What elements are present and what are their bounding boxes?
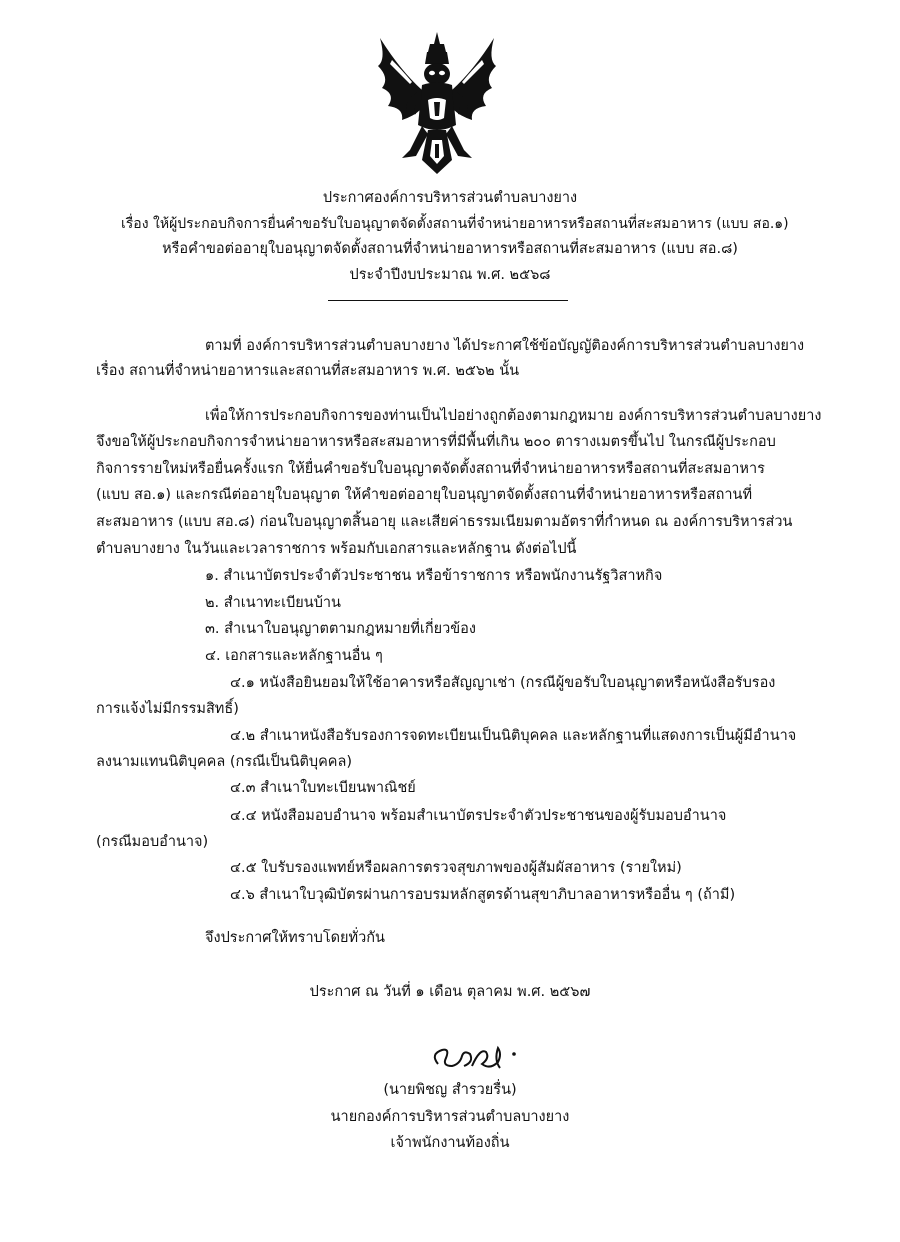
sub-item: ๔.๔ หนังสือมอบอำนาจ พร้อมสำเนาบัตรประจำตัวประชาชนของผู้รับมอบอำนาจ bbox=[230, 808, 727, 824]
list-item: ๒. สำเนาทะเบียนบ้าน bbox=[205, 595, 341, 611]
subject-line: เรื่อง ให้ผู้ประกอบกิจการยื่นคำขอรับใบอนุญาตจัดตั้งสถานที่จำหน่ายอาหารหรือสถานที่สะสมอาหาร (แบบ สอ.๑) bbox=[121, 216, 789, 232]
signer-name: (นายพิชญ สำรวยรื่น) bbox=[383, 1082, 517, 1098]
paragraph-2-line: เพื่อให้การประกอบกิจการของท่านเป็นไปอย่างถูกต้องตามกฎหมาย องค์การบริหารส่วนตำบลบางยาง bbox=[205, 408, 822, 424]
garuda-emblem-icon bbox=[372, 30, 502, 180]
fiscal-year-line: ประจำปีงบประมาณ พ.ศ. ๒๕๖๘ bbox=[349, 267, 551, 283]
sub-item-continued: ลงนามแทนนิติบุคคล (กรณีเป็นนิติบุคคล) bbox=[96, 754, 353, 770]
sub-item: ๔.๑ หนังสือยินยอมให้ใช้อาคารหรือสัญญาเช่า (กรณีผู้ขอรับใบอนุญาตหรือหนังสือรับรอง bbox=[230, 675, 776, 691]
handwritten-signature-icon bbox=[424, 1040, 554, 1080]
list-item: ๑. สำเนาบัตรประจำตัวประชาชน หรือข้าราชการ หรือพนักงานรัฐวิสาหกิจ bbox=[205, 568, 663, 584]
paragraph-2-line: จึงขอให้ผู้ประกอบกิจการจำหน่ายอาหารหรือสะสมอาหารที่มีพื้นที่เกิน ๒๐๐ ตารางเมตรขึ้นไป ในกรณีผู้ประกอบ bbox=[96, 434, 776, 450]
paragraph-2-line: กิจการรายใหม่หรือยื่นครั้งแรก ให้ยื่นคำขอรับใบอนุญาตจัดตั้งสถานที่จำหน่ายอาหารหรือสถานที่สะสมอาหาร bbox=[96, 461, 765, 477]
signer-role: เจ้าพนักงานท้องถิ่น bbox=[390, 1135, 510, 1151]
sub-item: ๔.๖ สำเนาใบวุฒิบัตรผ่านการอบรมหลักสูตรด้านสุขาภิบาลอาหารหรืออื่น ๆ (ถ้ามี) bbox=[230, 887, 736, 903]
paragraph-1-line: เรื่อง สถานที่จำหน่ายอาหารและสถานที่สะสมอาหาร พ.ศ. ๒๕๖๒ นั้น bbox=[96, 363, 520, 379]
sub-item: ๔.๓ สำเนาใบทะเบียนพาณิชย์ bbox=[230, 780, 416, 796]
sub-item: ๔.๕ ใบรับรองแพทย์หรือผลการตรวจสุขภาพของผู้สัมผัสอาหาร (รายใหม่) bbox=[230, 860, 682, 876]
paragraph-2-line: (แบบ สอ.๑) และกรณีต่ออายุใบอนุญาต ให้คำขอต่ออายุใบอนุญาตจัดตั้งสถานที่จำหน่ายอาหารหรือสถานที่ bbox=[96, 487, 753, 503]
paragraph-2-line: สะสมอาหาร (แบบ สอ.๘) ก่อนใบอนุญาตสิ้นอายุ และเสียค่าธรรมเนียมตามอัตราที่กำหนด ณ องค์การบริหารส่วน bbox=[96, 514, 793, 530]
sub-item-continued: (กรณีมอบอำนาจ) bbox=[96, 834, 209, 850]
sub-item-continued: การแจ้งไม่มีกรรมสิทธิ์) bbox=[96, 701, 239, 717]
announcement-date: ประกาศ ณ วันที่ ๑ เดือน ตุลาคม พ.ศ. ๒๕๖๗ bbox=[309, 984, 591, 1000]
paragraph-2-line: ตำบลบางยาง ในวันและเวลาราชการ พร้อมกับเอกสารและหลักฐาน ดังต่อไปนี้ bbox=[96, 541, 577, 557]
title-divider bbox=[328, 300, 568, 301]
paragraph-1-line: ตามที่ องค์การบริหารส่วนตำบลบางยาง ได้ประกาศใช้ข้อบัญญัติองค์การบริหารส่วนตำบลบางยาง bbox=[205, 338, 805, 354]
list-item: ๔. เอกสารและหลักฐานอื่น ๆ bbox=[205, 648, 383, 664]
subject-line-continued: หรือคำขอต่ออายุใบอนุญาตจัดตั้งสถานที่จำหน่ายอาหารหรือสถานที่สะสมอาหาร (แบบ สอ.๘) bbox=[162, 241, 738, 257]
organization-title: ประกาศองค์การบริหารส่วนตำบลบางยาง bbox=[322, 190, 578, 206]
sub-item: ๔.๒ สำเนาหนังสือรับรองการจดทะเบียนเป็นนิติบุคคล และหลักฐานที่แสดงการเป็นผู้มีอำนาจ bbox=[230, 728, 797, 744]
signer-title: นายกองค์การบริหารส่วนตำบลบางยาง bbox=[330, 1109, 570, 1125]
list-item: ๓. สำเนาใบอนุญาตตามกฎหมายที่เกี่ยวข้อง bbox=[205, 621, 476, 637]
closing-statement: จึงประกาศให้ทราบโดยทั่วกัน bbox=[205, 930, 385, 946]
